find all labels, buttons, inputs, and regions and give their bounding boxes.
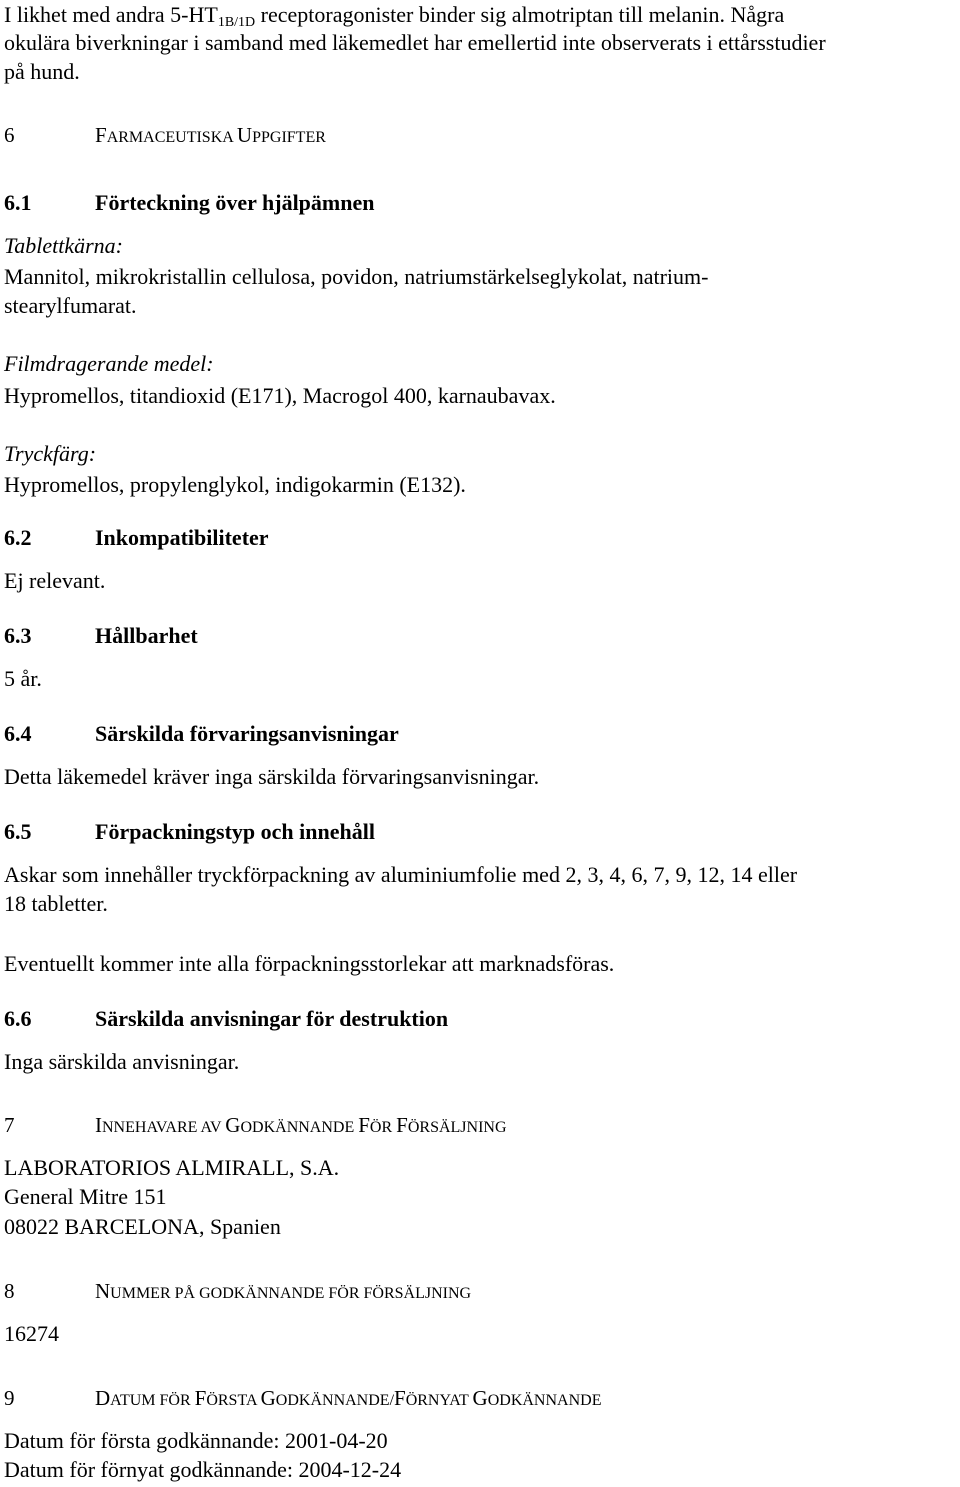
label-filmdragerande: Filmdragerande medel: [4, 351, 214, 376]
package-text-line-1: Askar som innehåller tryckförpackning av aluminiumfolie med 2, 3, 4, 6, 7, 9, 12, 14 eller [4, 862, 798, 887]
first-authorisation-date: Datum för första godkännande: 2001-04-20 [4, 1428, 388, 1453]
disposal-text: Inga särskilda anvisningar. [4, 1049, 240, 1074]
incompatibilities-text: Ej relevant. [4, 568, 106, 593]
section-6-1-heading: 6.1 Förteckning över hjälpämnen [4, 190, 375, 215]
receptor-subscript: 1B/1D [217, 15, 256, 30]
label-tryckfarg: Tryckfärg: [4, 441, 97, 466]
intro-text: I likhet med andra 5-HT [4, 2, 218, 27]
excipients-core-line-2: stearylfumarat. [4, 293, 137, 318]
authorisation-number: 16274 [4, 1321, 59, 1346]
holder-city: 08022 BARCELONA, Spanien [4, 1214, 281, 1239]
section-6-3-heading: 6.3 Hållbarhet [4, 623, 198, 648]
renewal-date: Datum för förnyat godkännande: 2004-12-24 [4, 1457, 402, 1482]
package-sizes-note: Eventuellt kommer inte alla förpackningsstorlekar att marknadsföras. [4, 951, 615, 976]
excipients-ink: Hypromellos, propylenglykol, indigokarmin (E132). [4, 472, 466, 497]
section-7-heading: 7 INNEHAVARE AV GODKÄNNANDE FÖR FÖRSÄLJNING [4, 1113, 507, 1137]
section-9-heading: 9 DATUM FÖR FÖRSTA GODKÄNNANDE/FÖRNYAT GODKÄNNANDE [4, 1386, 602, 1410]
section-number: 6 [4, 123, 15, 147]
storage-text: Detta läkemedel kräver inga särskilda förvaringsanvisningar. [4, 764, 540, 789]
intro-text-cont: receptoragonister binder sig almotriptan till melanin. Några [255, 2, 785, 27]
intro-line-3: på hund. [4, 59, 80, 84]
excipients-core-line-1: Mannitol, mikrokristallin cellulosa, povidon, natriumstärkelseglykolat, natrium- [4, 264, 709, 289]
section-6-2-heading: 6.2 Inkompatibiliteter [4, 525, 269, 550]
section-6-6-heading: 6.6 Särskilda anvisningar för destruktion [4, 1006, 449, 1031]
holder-company: LABORATORIOS ALMIRALL, S.A. [4, 1155, 340, 1180]
intro-line-2: okulära biverkningar i samband med läkemedlet har emellertid inte observerats i ettårsstudier [4, 30, 826, 55]
package-text-line-2: 18 tabletter. [4, 891, 108, 916]
holder-street: General Mitre 151 [4, 1184, 167, 1209]
section-8-heading: 8 NUMMER PÅ GODKÄNNANDE FÖR FÖRSÄLJNING [4, 1279, 472, 1303]
label-tablettkarna: Tablettkärna: [4, 233, 123, 258]
section-6-5-heading: 6.5 Förpackningstyp och innehåll [4, 819, 375, 844]
excipients-film: Hypromellos, titandioxid (E171), Macrogol 400, karnaubavax. [4, 383, 556, 408]
section-6-4-heading: 6.4 Särskilda förvaringsanvisningar [4, 721, 399, 746]
intro-line-1 [4, 0, 784, 30]
section-6-heading: 6 FARMACEUTISKA UPPGIFTER [4, 120, 326, 153]
shelf-life-text: 5 år. [4, 666, 42, 691]
